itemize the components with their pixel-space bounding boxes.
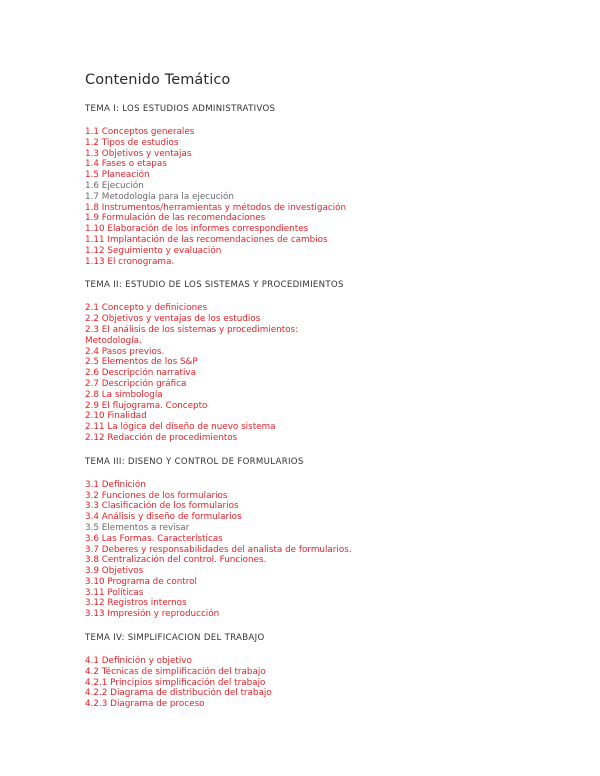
topic-item: 2.12 Redacción de procedimientos — [85, 432, 238, 443]
topic-item: Metodología. — [85, 335, 142, 346]
topic-item: 2.1 Concepto y definiciones — [85, 303, 208, 314]
document-content — [85, 72, 565, 723]
topic-item: 1.9 Formulación de las recomendaciones — [85, 213, 266, 224]
topic-item: 1.1 Conceptos generales — [85, 127, 195, 137]
topic-item: 3.3 Clasificación de los formularios — [85, 501, 239, 512]
topic-item: 3.5 Elementos a revisar — [85, 522, 190, 533]
topic-list — [85, 480, 565, 620]
topic-item: 4.2 Técnicas de simplificación del trabajo — [85, 666, 266, 677]
section-tema-3 — [85, 457, 565, 620]
section-heading: TEMA III: DISENO Y CONTROL DE FORMULARIOS — [85, 456, 304, 467]
topic-item: 1.11 Implantación de las recomendaciones de cambios — [85, 234, 328, 245]
section-heading: TEMA II: ESTUDIO DE LOS SISTEMAS Y PROCEDIMIENTOS — [85, 280, 344, 291]
topic-item: 1.8 Instrumentos/herramientas y métodos de investigación — [85, 202, 347, 213]
topic-list — [85, 127, 565, 267]
topic-item: 3.1 Definición — [85, 479, 146, 490]
topic-item: 2.6 Descripción narrativa — [85, 368, 196, 379]
topic-item: 1.5 Planeación — [85, 170, 150, 181]
sections-container — [85, 104, 565, 710]
topic-item: 4.1 Definición y objetivo — [85, 656, 192, 667]
topic-list — [85, 303, 565, 443]
topic-item: 4.2.1 Principios simplificación del trabajo — [85, 677, 266, 688]
topic-item: 2.8 La simbología — [85, 389, 163, 400]
topic-item: 3.6 Las Formas. Características — [85, 533, 223, 544]
topic-item: 1.13 El cronograma. — [85, 256, 175, 267]
section-heading: TEMA I: LOS ESTUDIOS ADMINISTRATIVOS — [85, 104, 276, 114]
topic-item: 1.3 Objetivos y ventajas — [85, 148, 192, 159]
document-title: Contenido Temático — [85, 72, 231, 88]
topic-item: 1.4 Fases o etapas — [85, 159, 167, 170]
section-tema-1 — [85, 104, 565, 267]
topic-item: 2.3 El análisis de los sistemas y procedimientos: — [85, 324, 299, 335]
section-heading: TEMA IV: SIMPLIFICACION DEL TRABAJO — [85, 633, 265, 644]
topic-list — [85, 656, 565, 710]
topic-item: 3.7 Deberes y responsabilidades del analista de formularios. — [85, 544, 352, 555]
topic-item: 2.2 Objetivos y ventajas de los estudios — [85, 314, 261, 325]
topic-item: 2.7 Descripción gráfica — [85, 378, 187, 389]
topic-item: 2.5 Elementos de los S&P — [85, 357, 198, 368]
topic-item: 3.8 Centralización del control. Funciones. — [85, 555, 267, 566]
topic-item: 2.10 Finalidad — [85, 411, 147, 422]
topic-item: 3.4 Análisis y diseño de formularios — [85, 512, 242, 523]
topic-item: 3.11 Políticas — [85, 587, 144, 598]
section-tema-4 — [85, 633, 565, 710]
topic-item: 3.12 Registros internos — [85, 598, 187, 609]
topic-item: 1.12 Seguimiento y evaluación — [85, 245, 222, 256]
topic-item: 1.2 Tipos de estudios — [85, 137, 179, 148]
section-tema-2 — [85, 280, 565, 443]
topic-item: 4.2.2 Diagrama de distribución del trabajo — [85, 688, 272, 699]
topic-item: 1.10 Elaboración de los informes correspondientes — [85, 224, 309, 235]
topic-item: 1.6 Ejecución — [85, 180, 144, 191]
topic-item: 2.9 El flujograma. Concepto — [85, 400, 208, 411]
topic-item: 2.4 Pasos previos. — [85, 346, 165, 357]
topic-item: 1.7 Metodología para la ejecución — [85, 191, 234, 202]
topic-item: 4.2.3 Diagrama de proceso — [85, 699, 205, 710]
topic-item: 2.11 La lógica del diseño de nuevo sistema — [85, 422, 276, 433]
topic-item: 3.13 Impresión y reproducción — [85, 609, 220, 620]
topic-item: 3.9 Objetivos — [85, 566, 144, 577]
topic-item: 3.10 Programa de control — [85, 576, 197, 587]
topic-item: 3.2 Funciones de los formularios — [85, 490, 228, 501]
